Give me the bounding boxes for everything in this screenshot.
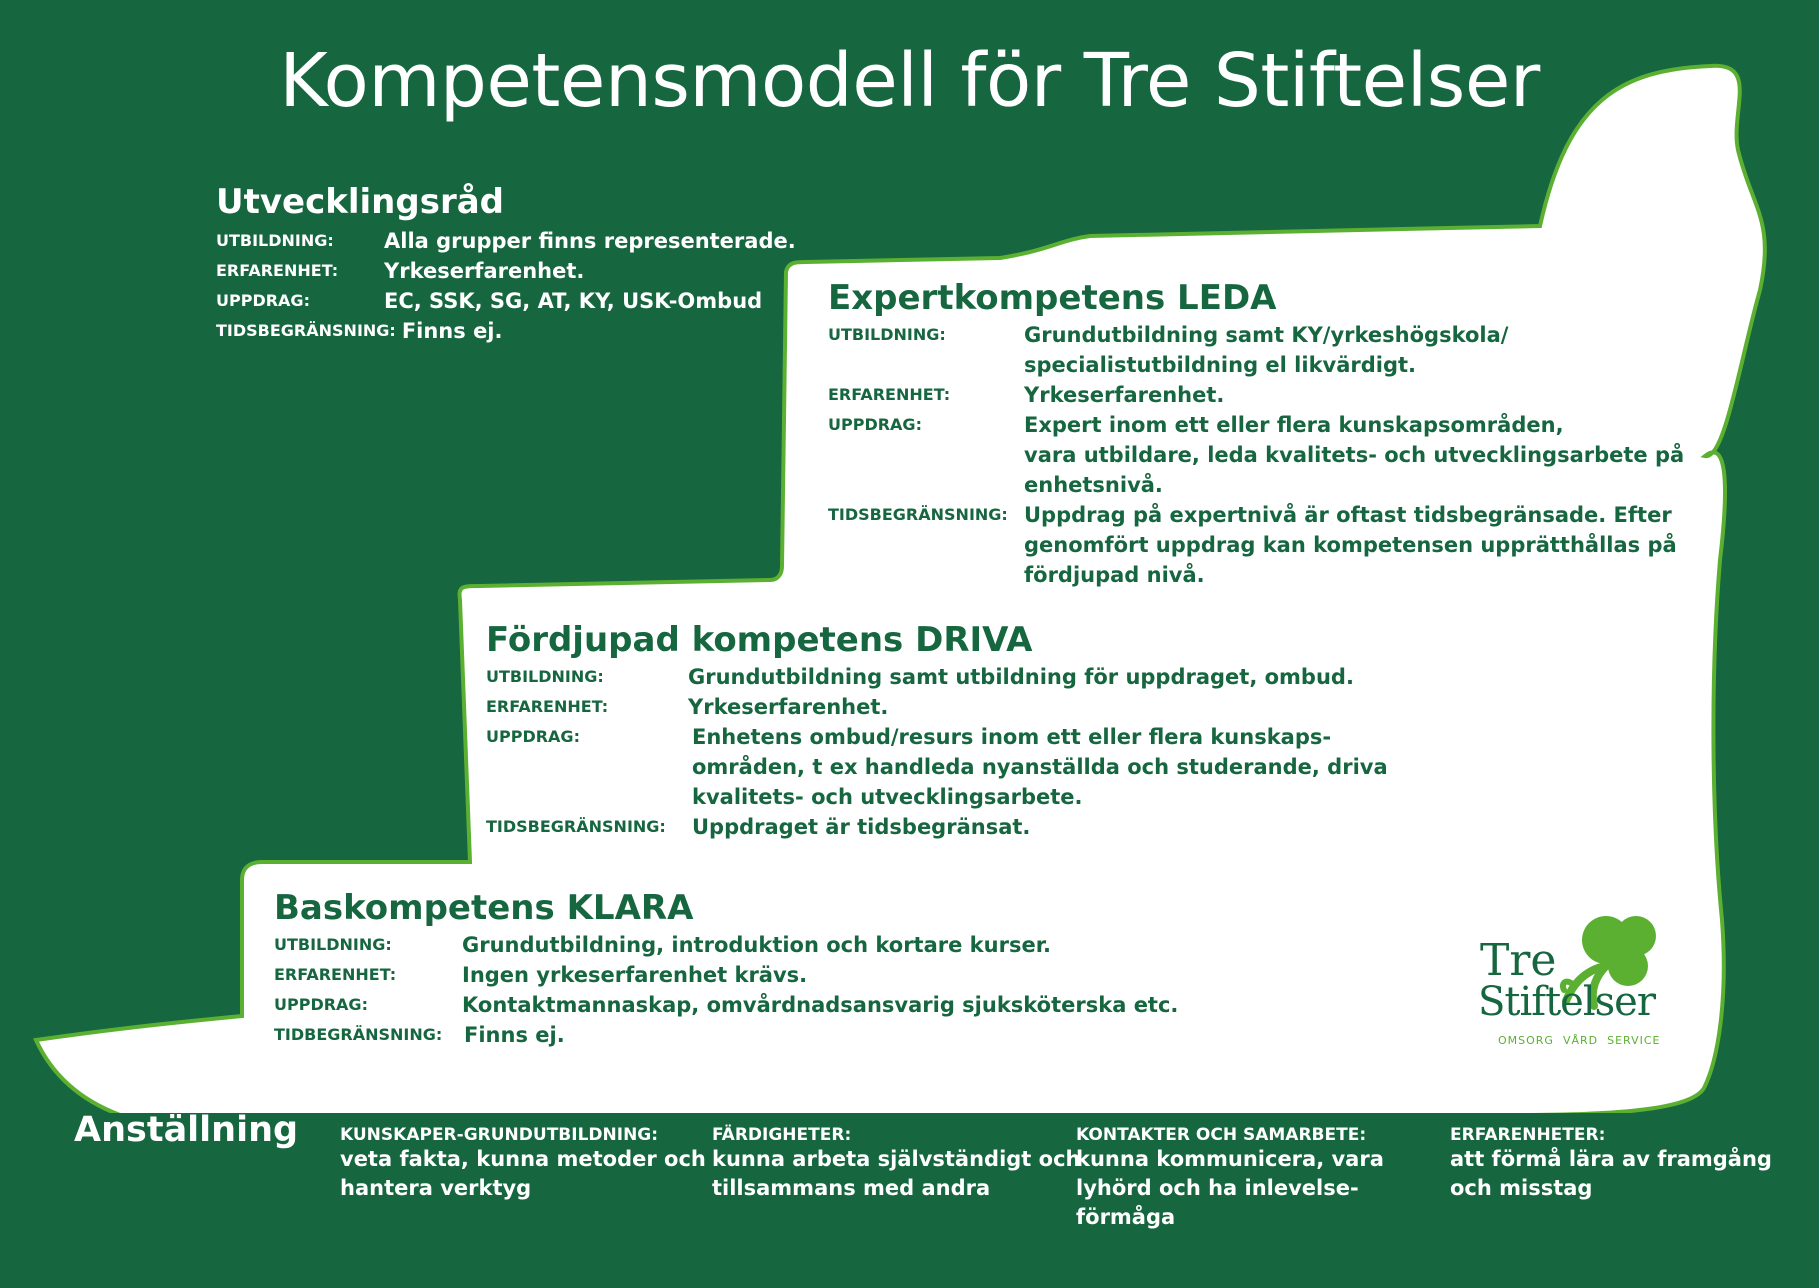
bas-row [274,990,1178,1020]
row-label: UTBILDNING: [828,325,946,344]
bas-row [274,960,1178,990]
utvecklingsrad-row [216,256,796,286]
expert-row [828,410,1684,500]
row-label: ERFARENHET: [274,965,397,984]
logo-word-tre: Tre [1480,935,1557,986]
row-value: Ingen yrkeserfarenhet krävs. [462,963,808,987]
row-label: UTBILDNING: [486,667,604,686]
anstallning-column [340,1125,706,1203]
row-label: UPPDRAG: [486,727,580,746]
column-text: veta fakta, kunna metoder och hantera verktyg [340,1147,706,1200]
row-label: TIDSBEGRÄNSNING: [828,505,1008,524]
row-value: Finns ej. [464,1023,565,1047]
bas-heading: Baskompetens KLARA [274,888,694,928]
expert-row [828,500,1684,590]
row-value: Grundutbildning samt KY/yrkeshögskola/ specialistutbildning el likvärdigt. [1024,323,1509,377]
fordjupad-section [486,620,1388,842]
bas-row [274,930,1178,960]
bas-row [274,1020,1178,1050]
row-label: UPPDRAG: [828,415,922,434]
column-label: FÄRDIGHETER: [712,1125,852,1145]
fordjupad-row [486,812,1388,842]
logo-tagline: OMSORG VÅRD SERVICE [1498,1034,1661,1047]
fordjupad-row [486,692,1388,722]
logo-word-stiftelser: Stiftelser [1478,979,1655,1025]
row-label: UTBILDNING: [274,935,392,954]
anstallning-column [1450,1125,1772,1203]
row-value: Kontaktmannaskap, omvårdnadsansvarig sjuksköterska etc. [462,993,1179,1017]
row-value: Yrkeserfarenhet. [688,695,889,719]
anstallning-heading: Anställning [74,1110,299,1150]
row-value: Uppdrag på expertnivå är oftast tidsbegränsade. Efter genomfört uppdrag kan kompetensen upprätthållas på fördjupad nivå. [1024,503,1677,587]
anstallning-column [712,1125,1080,1203]
column-label: KUNSKAPER-GRUNDUTBILDNING: [340,1125,659,1145]
column-label: KONTAKTER OCH SAMARBETE: [1076,1125,1367,1145]
row-label: UPPDRAG: [216,291,310,310]
row-label: ERFARENHET: [216,261,339,280]
page-title: Kompetensmodell för Tre Stiftelser [279,38,1540,124]
row-label: ERFARENHET: [828,385,951,404]
utvecklingsrad-row [216,286,796,316]
utvecklingsrad-row [216,316,796,346]
expert-heading: Expertkompetens LEDA [828,278,1277,318]
row-value: Enhetens ombud/resurs inom ett eller flera kunskaps- områden, t ex handleda nyanställda och studerande, driva kvalitets- och utvecklingsarbete. [692,725,1388,809]
row-value: Expert inom ett eller flera kunskapsområden, vara utbildare, leda kvalitets- och utvecklingsarbete på enhetsnivå. [1024,413,1685,497]
column-text: att förmå lära av framgång och misstag [1450,1147,1772,1200]
expert-row [828,380,1684,410]
fordjupad-row [486,722,1388,812]
row-value: Yrkeserfarenhet. [1024,383,1225,407]
row-value: Alla grupper finns representerade. [384,229,796,253]
expert-section [828,278,1684,590]
expert-row [828,320,1684,380]
row-label: TIDSBEGRÄNSNING: [216,321,396,340]
row-label: ERFARENHET: [486,697,609,716]
row-label: UTBILDNING: [216,231,334,250]
row-value: EC, SSK, SG, AT, KY, USK-Ombud [384,289,763,313]
fordjupad-row [486,662,1388,692]
utvecklingsrad-row [216,226,796,256]
column-label: ERFARENHETER: [1450,1125,1606,1145]
row-value: Grundutbildning, introduktion och kortare kurser. [462,933,1052,957]
tre-stiftelser-logo [1478,906,1678,1056]
row-value: Yrkeserfarenhet. [384,259,585,283]
column-text: kunna kommunicera, vara lyhörd och ha inlevelse- förmåga [1076,1147,1384,1229]
anstallning-column [1076,1125,1384,1232]
row-value: Finns ej. [401,319,503,343]
fordjupad-heading: Fördjupad kompetens DRIVA [486,620,1033,660]
row-label: TIDSBEGRÄNSNING: [486,817,666,836]
row-label: TIDBEGRÄNSNING: [274,1025,443,1044]
column-text: kunna arbeta självständigt och tillsammans med andra [712,1147,1081,1200]
utvecklingsrad-heading: Utvecklingsråd [216,182,504,222]
row-label: UPPDRAG: [274,995,368,1014]
row-value: Uppdraget är tidsbegränsat. [692,815,1031,839]
utvecklingsrad-section [216,182,796,346]
row-value: Grundutbildning samt utbildning för uppdraget, ombud. [688,665,1354,689]
bas-section [274,888,1178,1050]
